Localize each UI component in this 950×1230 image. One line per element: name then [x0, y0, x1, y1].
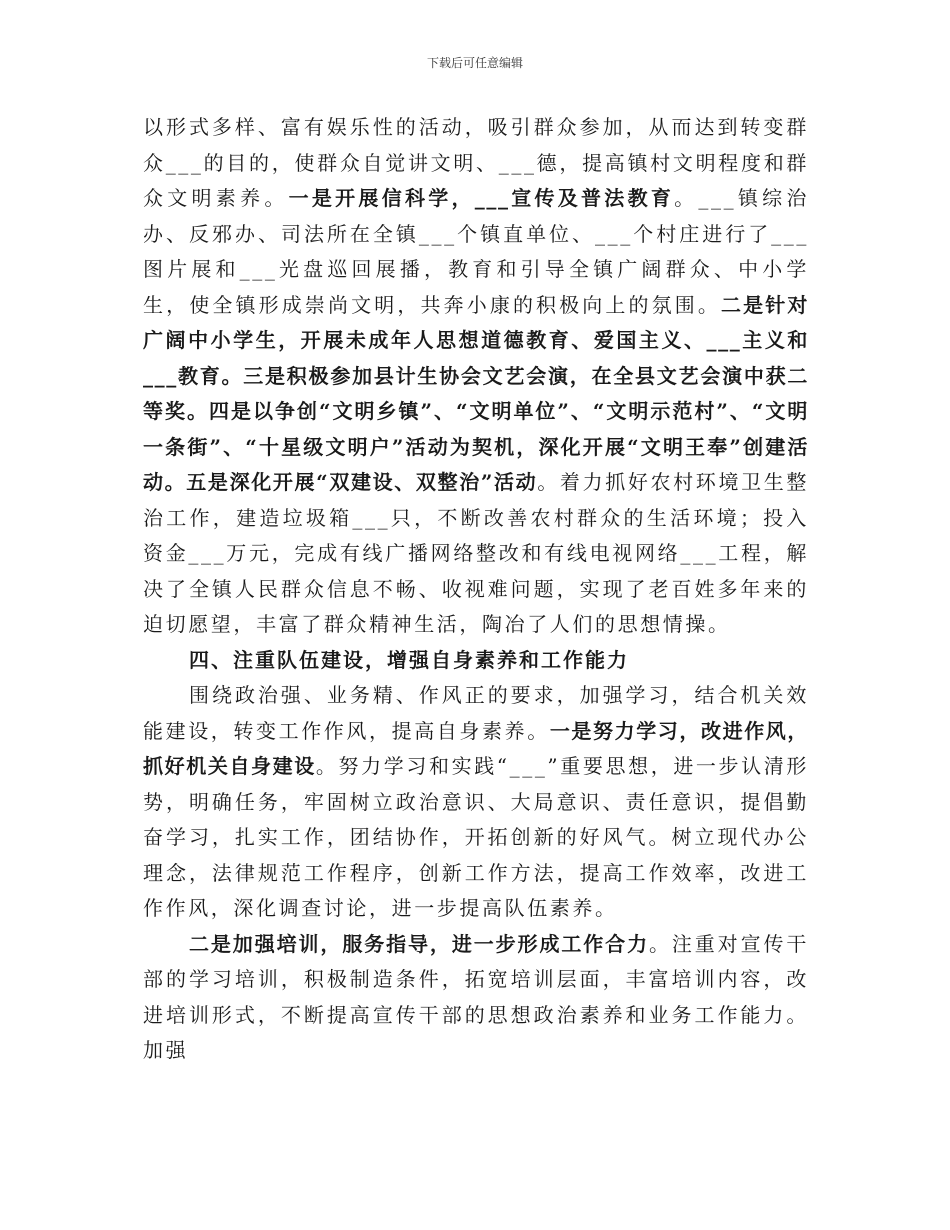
text-run-bold: 一是开展信科学，___宣传及普法教育: [288, 186, 675, 210]
page-header: 下载后可任意编辑: [426, 56, 523, 70]
text-run: 围绕政治强、业务精、作风正的要求，加强学习，结合机关效能建设，转变工作作风，提高自身素养。: [143, 683, 809, 743]
text-run: 。注重对宣传干部的学习培训，积极制造条件，拓宽培训层面，丰富培训内容，改进培训形式，不断提高宣传干部的思想政治素养和业务工作能力。加强: [143, 931, 809, 1062]
paragraph-training: [143, 927, 809, 1069]
text-run: 。___镇综治办、反邪办、司法所在全镇___个镇直单位、___个村庄进行了___图片展和___光盘巡回展播，教育和引导全镇广阔群众、中小学生，使全镇形成崇尚文明，共奔小康的积极向上的氛围。: [143, 186, 809, 317]
paragraph-team-building: [143, 678, 809, 927]
text-run: 。着力抓好农村环境卫生整治工作，建造垃圾箱___只，不断改善农村群众的生活环境；投入资金___万元，完成有线广播网络整改和有线电视网络___工程，解决了全镇人民群众信息不畅、收视难问题，实现了老百姓多年来的迫切愿望，丰富了群众精神生活，陶冶了人们的思想情操。: [143, 470, 809, 636]
document-body: [143, 110, 809, 1069]
text-run-bold: 二是针对广阔中小学生，开展未成年人思想道德教育、爱国主义、___主义和___教育。三是积极参加县计生协会文艺会演，在全县文艺会演中获二等奖。四是以争创“文明乡镇”、“文明单位”、“文明示范村”、“文明一条街”、“十星级文明户”活动为契机，深化开展“文明王奉”创建活动。五是深化开展“双建设、双整治”活动: [143, 292, 809, 494]
paragraph-civilization-activities: [143, 110, 809, 643]
text-run: 以形式多样、富有娱乐性的活动，吸引群众参加，从而达到转变群众___的目的，使群众自觉讲文明、___德，提高镇村文明程度和群众文明素养。: [143, 115, 809, 210]
text-run: 。努力学习和实践“___”重要思想，进一步认清形势，明确任务，牢固树立政治意识、大局意识、责任意识，提倡勤奋学习，扎实工作，团结协作，开拓创新的好风气。树立现代办公理念，法律规范工作程序，创新工作方法，提高工作效率，改进工作作风，深化调查讨论，进一步提高队伍素养。: [143, 754, 809, 920]
section-heading-four: 四、注重队伍建设，增强自身素养和工作能力: [189, 647, 629, 672]
text-run-bold: 一是努力学习，改进作风，抓好机关自身建设: [143, 718, 810, 778]
text-run-bold: 二是加强培训，服务指导，进一步形成工作合力: [189, 931, 649, 956]
